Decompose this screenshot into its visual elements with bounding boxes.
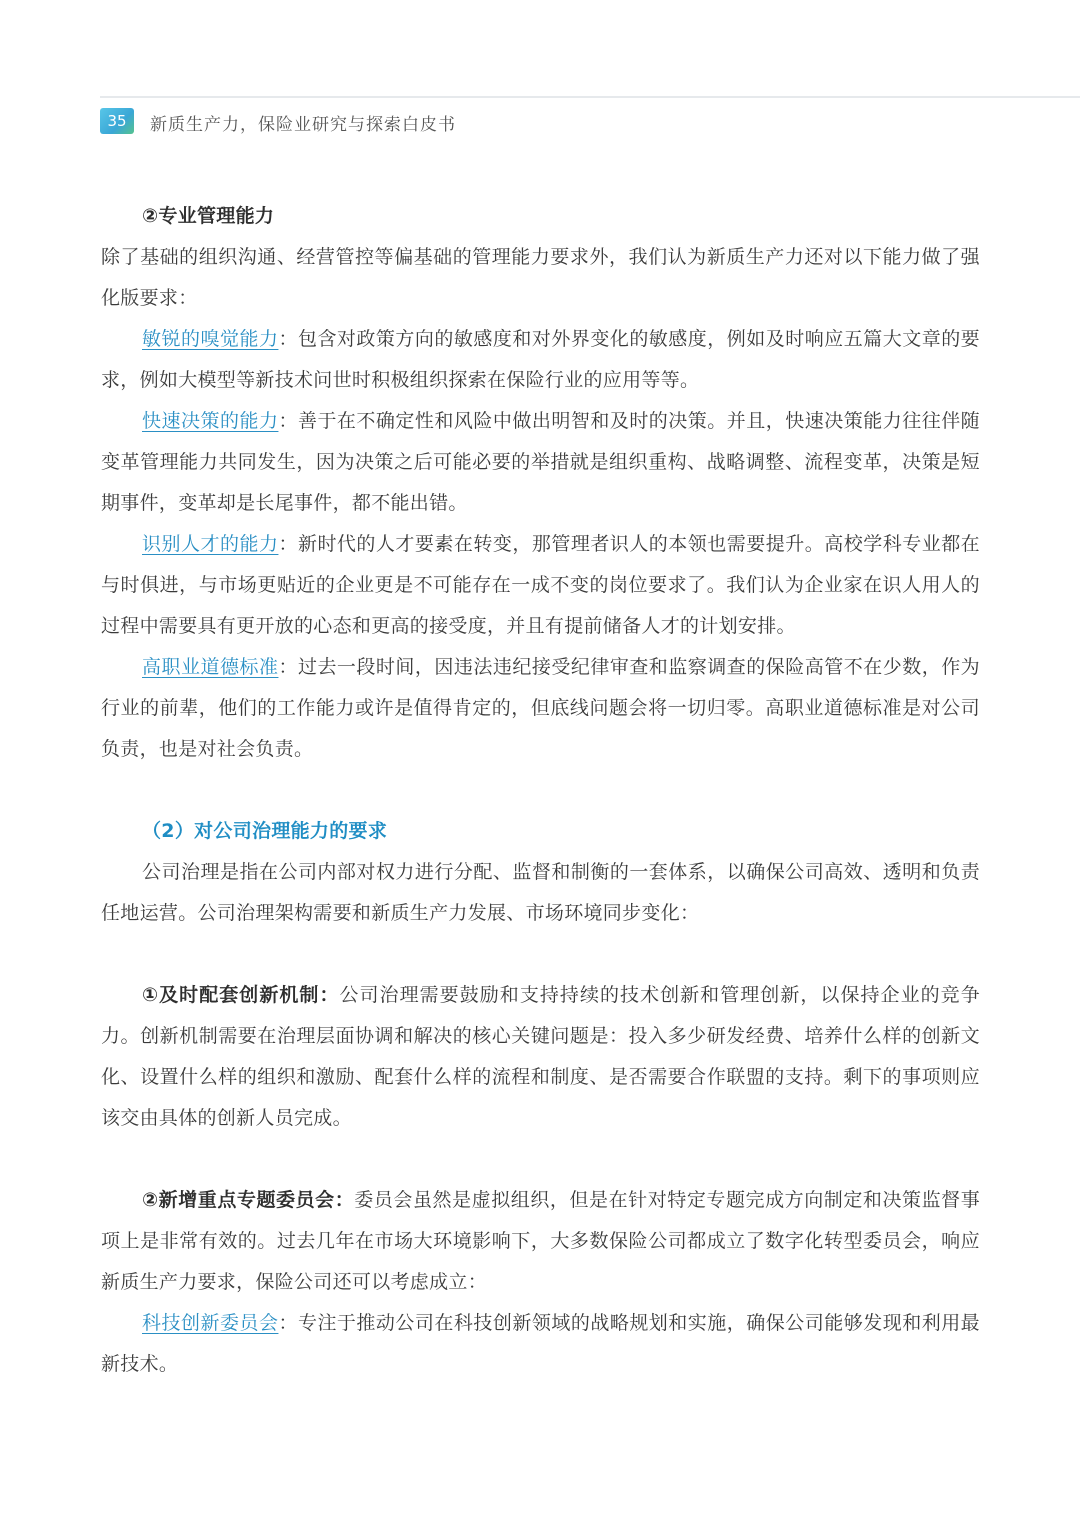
- page-number-badge: 35: [100, 108, 134, 134]
- paragraph-text: 公司治理需要鼓励和支持持续的技术创新和管理创新，以保持企业的竞争力。创新机制需要在治理层面协调和解决的核心关键问题是：投入多少研发经费、培养什么样的创新文化、设置什么样的组织和激励、配套什么样的流程和制度、是否需要合作联盟的支持。剩下的事项则应该交由具体的创新人员完成。: [101, 984, 980, 1129]
- spacer: [101, 934, 980, 975]
- list-item: [101, 319, 980, 401]
- spacer: [101, 1139, 980, 1180]
- spacer: [101, 770, 980, 811]
- term-link[interactable]: 识别人才的能力: [142, 533, 279, 555]
- list-item: [101, 647, 980, 770]
- page-content: [101, 196, 980, 1385]
- section-heading-management: ②专业管理能力: [142, 205, 275, 227]
- paragraph-governance-intro: 公司治理是指在公司内部对权力进行分配、监督和制衡的一套体系，以确保公司高效、透明和负责任地运营。公司治理架构需要和新质生产力发展、市场环境同步变化：: [101, 861, 980, 924]
- paragraph-text: 委员会虽然是虚拟组织，但是在针对特定专题完成方向制定和决策监督事项上是非常有效的。过去几年在市场大环境影响下，大多数保险公司都成立了数字化转型委员会，响应新质生产力要求，保险公司还可以考虑成立：: [101, 1189, 981, 1293]
- term-link[interactable]: 高职业道德标准: [142, 656, 279, 678]
- paragraph-lead: ②新增重点专题委员会：: [142, 1189, 355, 1211]
- paragraph-innovation-mechanism: [101, 975, 980, 1139]
- paragraph-intro: 除了基础的组织沟通、经营管控等偏基础的管理能力要求外，我们认为新质生产力还对以下能力做了强化版要求：: [101, 246, 980, 309]
- item-text: ：包含对政策方向的敏感度和对外界变化的敏感度，例如及时响应五篇大文章的要求，例如大模型等新技术问世时积极组织探索在保险行业的应用等等。: [101, 328, 980, 391]
- paragraph-lead: ①及时配套创新机制：: [142, 984, 340, 1006]
- paragraph-committee: [101, 1180, 980, 1303]
- list-item: [101, 401, 980, 524]
- item-text: ：专注于推动公司在科技创新领域的战略规划和实施，确保公司能够发现和利用最新技术。: [101, 1312, 980, 1375]
- section-heading-governance: （2）对公司治理能力的要求: [142, 820, 388, 842]
- term-link[interactable]: 科技创新委员会: [142, 1312, 279, 1334]
- item-text: ：过去一段时间，因违法违纪接受纪律审查和监察调查的保险高管不在少数，作为行业的前辈，他们的工作能力或许是值得肯定的，但底线问题会将一切归零。高职业道德标准是对公司负责，也是对社会负责。: [101, 656, 980, 760]
- term-link[interactable]: 敏锐的嗅觉能力: [142, 328, 279, 350]
- document-title: 新质生产力，保险业研究与探索白皮书: [150, 115, 456, 135]
- term-link[interactable]: 快速决策的能力: [142, 410, 279, 432]
- list-item: [101, 1303, 980, 1385]
- list-item: [101, 524, 980, 647]
- item-text: ：新时代的人才要素在转变，那管理者识人的本领也需要提升。高校学科专业都在与时俱进，与市场更贴近的企业更是不可能存在一成不变的岗位要求了。我们认为企业家在识人用人的过程中需要具有更开放的心态和更高的接受度，并且有提前储备人才的计划安排。: [101, 533, 980, 637]
- header-divider: [100, 96, 1080, 98]
- item-text: ：善于在不确定性和风险中做出明智和及时的决策。并且，快速决策能力往往伴随变革管理能力共同发生，因为决策之后可能必要的举措就是组织重构、战略调整、流程变革，决策是短期事件，变革却是长尾事件，都不能出错。: [101, 410, 980, 514]
